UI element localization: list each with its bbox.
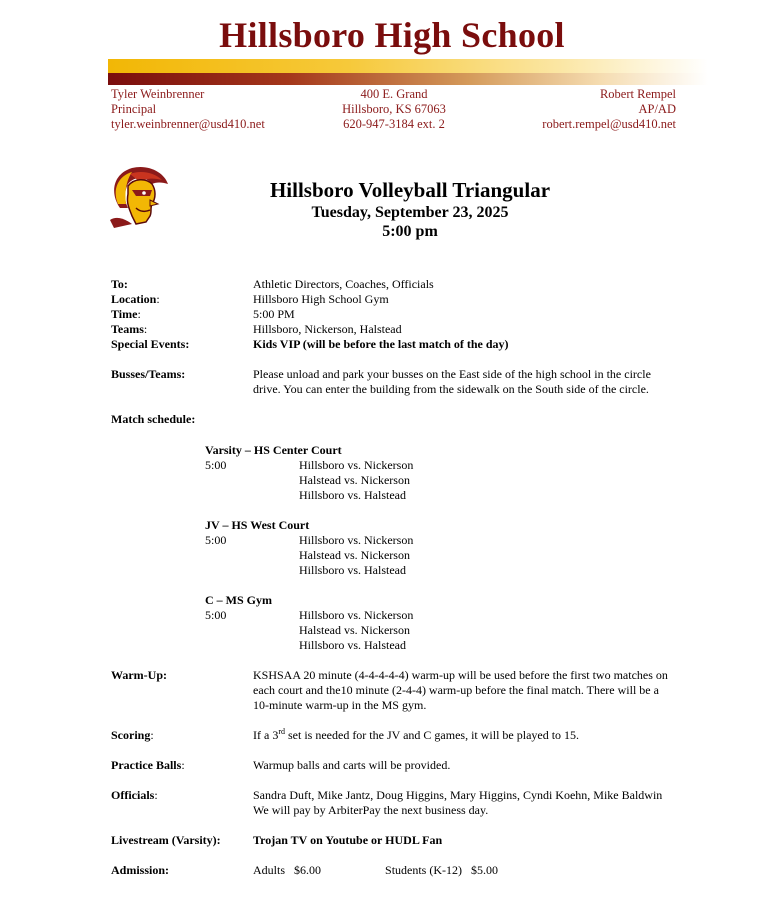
c-team-match: Halstead vs. Nickerson <box>299 623 410 637</box>
principal-contact <box>111 87 265 132</box>
admission-label: Admission: <box>111 863 170 877</box>
warmup-label: Warm-Up: <box>111 668 167 682</box>
practice-balls-value: Warmup balls and carts will be provided. <box>253 758 451 772</box>
scoring-label: Scoring: <box>111 728 154 742</box>
street-address: 400 E. Grand <box>360 87 428 101</box>
c-team-time: 5:00 <box>205 608 227 622</box>
event-date: Tuesday, September 23, 2025 <box>311 204 509 221</box>
city-state-zip: Hillsboro, KS 67063 <box>342 102 446 116</box>
practice-balls-label-text: Practice Balls <box>111 758 182 772</box>
jv-match: Halstead vs. Nickerson <box>299 548 410 562</box>
teams-label: Teams: <box>111 322 148 336</box>
school-title: Hillsboro High School <box>219 15 565 55</box>
header-banner <box>108 59 708 85</box>
admission-prices <box>253 863 713 878</box>
jv-heading: JV – HS West Court <box>205 518 310 532</box>
event-heading <box>160 178 660 242</box>
c-team-match: Hillsboro vs. Nickerson <box>299 608 414 622</box>
c-team-heading: C – MS Gym <box>205 593 272 607</box>
time-value: 5:00 PM <box>253 307 295 321</box>
principal-email[interactable]: tyler.weinbrenner@usd410.net <box>111 117 265 131</box>
teams-label-text: Teams <box>111 322 144 336</box>
warmup-line-1: KSHSAA 20 minute (4-4-4-4-4) warm-up will be used before the first two matches on <box>253 668 668 682</box>
special-events-label: Special Events: <box>111 337 190 351</box>
to-label: To: <box>111 277 128 291</box>
warmup-line-2: each court and the10 minute (2-4-4) warm-up before the final match. There will be a <box>253 683 659 697</box>
banner-maroon-stripe <box>108 73 708 85</box>
adults-label: Adults <box>253 863 286 877</box>
ad-role: AP/AD <box>638 102 676 116</box>
scoring-text-pre: If a 3 <box>253 728 279 742</box>
scoring-text-post: set is needed for the JV and C games, it will be played to 15. <box>285 728 580 742</box>
time-label: Time: <box>111 307 141 321</box>
busses-line-1: Please unload and park your busses on the East side of the high school in the circle <box>253 367 651 381</box>
time-label-text: Time <box>111 307 138 321</box>
adults-price: $6.00 <box>294 863 322 877</box>
school-address <box>300 87 488 132</box>
warmup-line-3: 10-minute warm-up in the MS gym. <box>253 698 427 712</box>
principal-role: Principal <box>111 102 157 116</box>
ad-name: Robert Rempel <box>599 87 676 101</box>
officials-label: Officials: <box>111 788 158 802</box>
varsity-match: Hillsboro vs. Halstead <box>299 488 406 502</box>
varsity-match: Hillsboro vs. Nickerson <box>299 458 414 472</box>
varsity-heading: Varsity – HS Center Court <box>205 443 342 457</box>
event-title: Hillsboro Volleyball Triangular <box>269 178 551 202</box>
officials-names: Sandra Duft, Mike Jantz, Doug Higgins, Mary Higgins, Cyndi Koehn, Mike Baldwin <box>253 788 663 802</box>
banner-gold-stripe <box>108 59 708 73</box>
jv-match: Hillsboro vs. Halstead <box>299 563 406 577</box>
phone-number: 620-947-3184 ext. 2 <box>343 117 445 131</box>
scoring-ordinal: rd <box>278 727 285 736</box>
busses-label: Busses/Teams: <box>111 367 186 381</box>
livestream-label: Livestream (Varsity): <box>111 833 221 847</box>
officials-label-text: Officials <box>111 788 155 802</box>
principal-name: Tyler Weinbrenner <box>111 87 205 101</box>
match-schedule-label: Match schedule: <box>111 412 196 426</box>
location-value: Hillsboro High School Gym <box>253 292 389 306</box>
scoring-value <box>253 728 713 743</box>
location-label-text: Location <box>111 292 157 306</box>
livestream-value: Trojan TV on Youtube or HUDL Fan <box>253 833 443 847</box>
jv-match: Hillsboro vs. Nickerson <box>299 533 414 547</box>
officials-payment: We will pay by ArbiterPay the next business day. <box>253 803 489 817</box>
varsity-match: Halstead vs. Nickerson <box>299 473 410 487</box>
scoring-label-text: Scoring <box>111 728 151 742</box>
event-time: 5:00 pm <box>382 223 438 240</box>
students-price: $5.00 <box>471 863 499 877</box>
practice-balls-label: Practice Balls: <box>111 758 185 772</box>
to-value: Athletic Directors, Coaches, Officials <box>253 277 434 291</box>
ad-email[interactable]: robert.rempel@usd410.net <box>542 117 676 131</box>
busses-line-2: drive. You can enter the building from the sidewalk on the South side of the circle. <box>253 382 649 396</box>
students-label: Students (K-12) <box>385 863 463 877</box>
ad-contact <box>542 87 676 132</box>
c-team-match: Hillsboro vs. Halstead <box>299 638 406 652</box>
location-label: Location: <box>111 292 160 306</box>
jv-time: 5:00 <box>205 533 227 547</box>
special-events-value: Kids VIP (will be before the last match of the day) <box>253 337 509 351</box>
teams-value: Hillsboro, Nickerson, Halstead <box>253 322 402 336</box>
varsity-time: 5:00 <box>205 458 227 472</box>
